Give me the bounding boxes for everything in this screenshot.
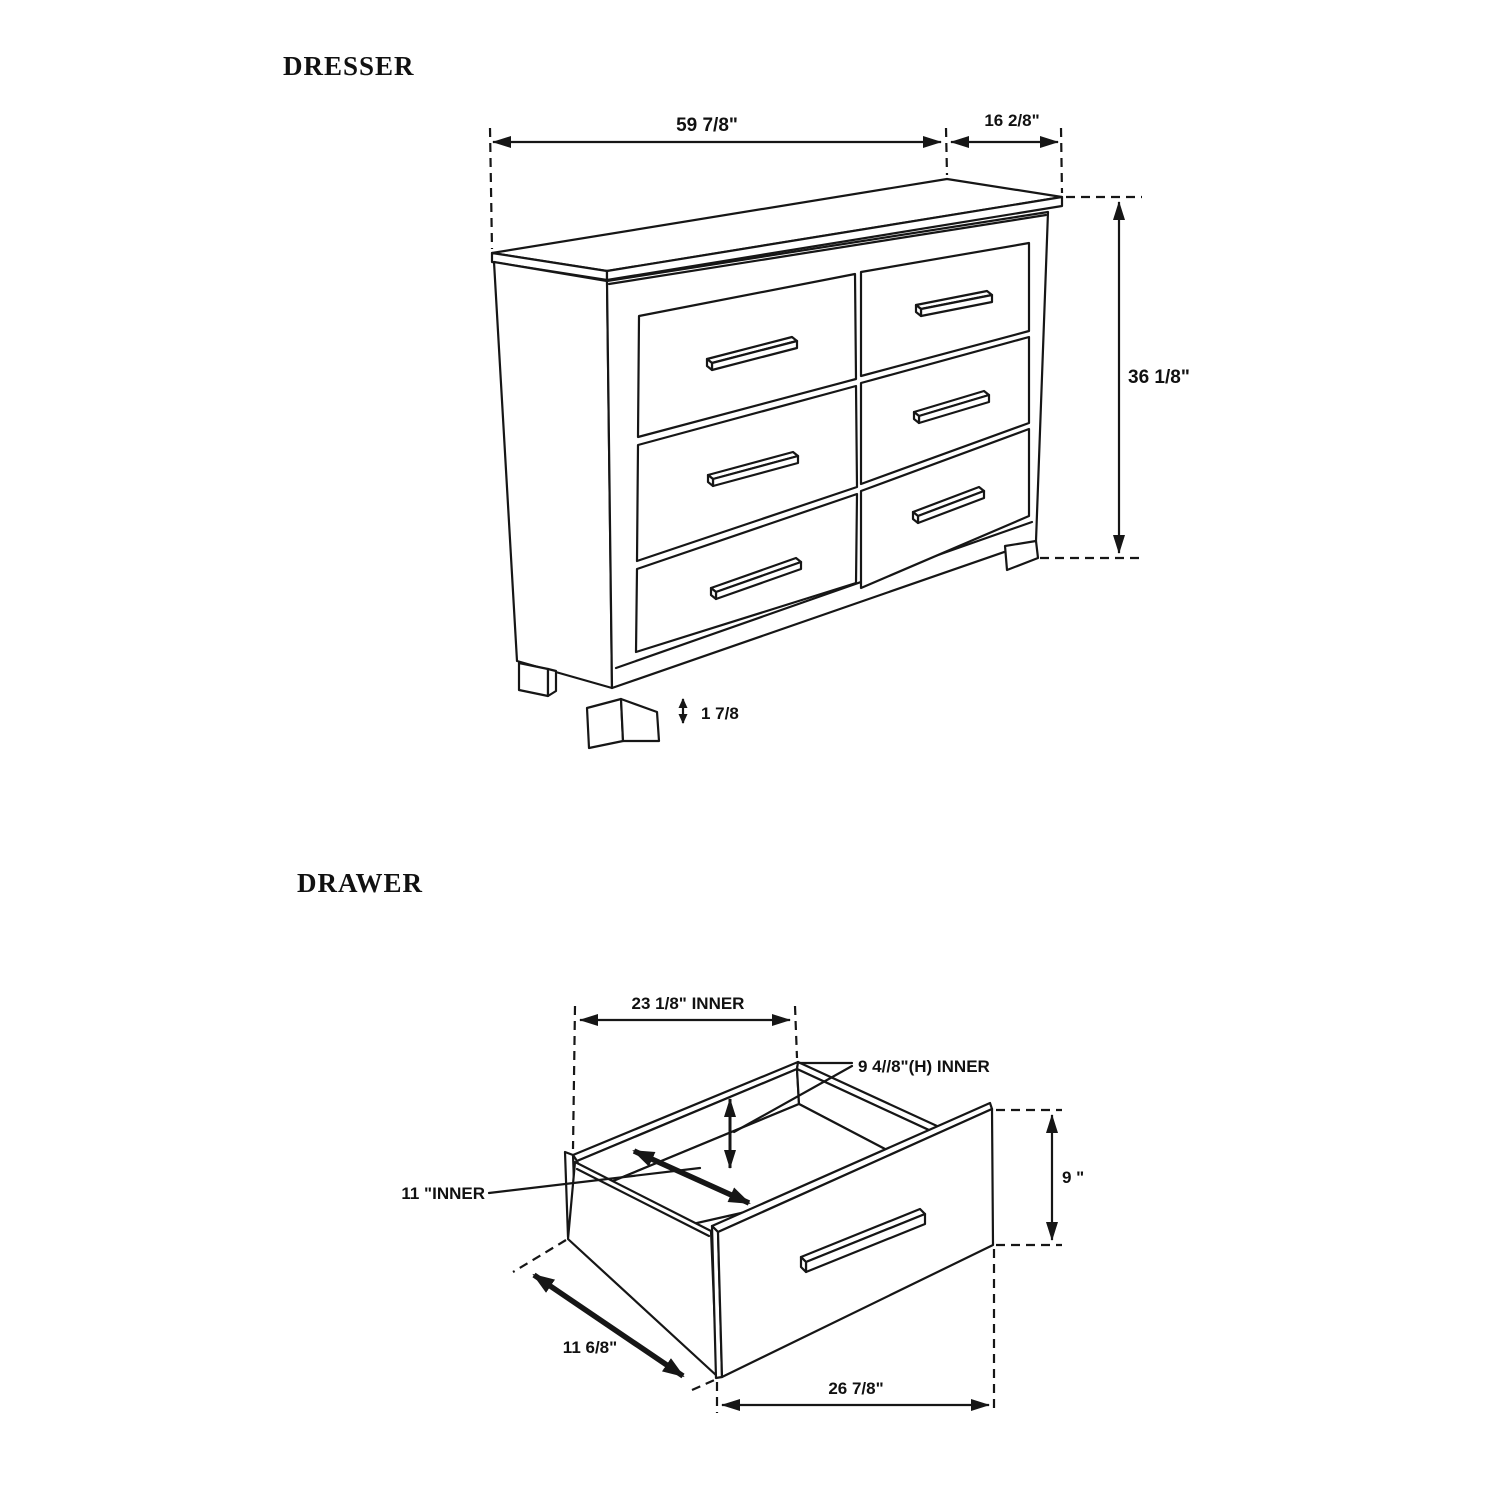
dresser-title: DRESSER [283,51,415,81]
drawer-front-width-label: 26 7/8" [828,1379,884,1398]
dresser-side-panel [494,262,612,688]
drawer-title: DRAWER [297,868,424,898]
drawer-inner-height-label: 9 4//8"(H) INNER [858,1057,990,1076]
extension-line [692,1378,719,1390]
drawer-diagram [297,868,1084,1413]
extension-line [795,1006,797,1058]
dresser-leg-height-label: 1 7/8 [701,704,739,723]
extension-line [513,1240,566,1272]
dresser-height-label: 36 1/8" [1128,367,1190,388]
extension-line [1061,128,1062,193]
drawer-front-height-label: 9 " [1062,1168,1085,1187]
extension-line [573,1006,575,1149]
extension-line [946,128,947,175]
drawer-inner-width-label: 23 1/8" INNER [631,994,745,1013]
dresser-foot [1005,541,1038,570]
drawer-inner-depth-label: 11 "INNER [401,1184,485,1203]
drawer-side-depth-label: 11 6/8" [562,1338,618,1357]
dresser-depth-label: 16 2/8" [984,111,1040,130]
extension-line [490,128,492,249]
dresser-width-label: 59 7/8" [676,115,738,136]
dresser-diagram [283,51,1190,748]
dresser-foot [587,699,659,748]
